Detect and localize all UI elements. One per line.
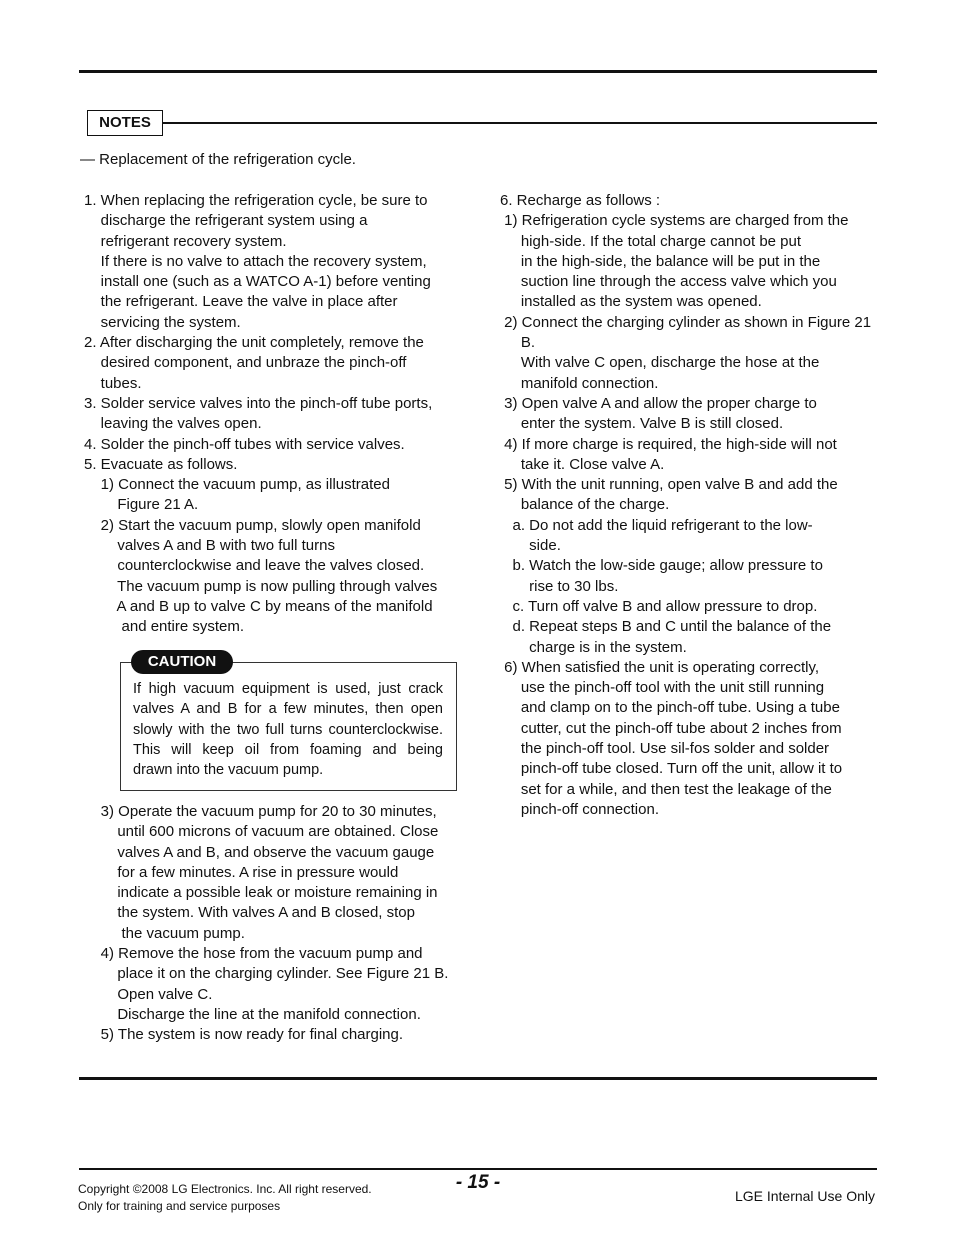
text-line: If high vacuum equipment is used, just crack [133, 681, 443, 697]
bottom-rule [79, 1077, 877, 1080]
text-line: 3) Operate the vacuum pump for 20 to 30 minutes, [84, 803, 437, 820]
text-line: Figure 21 A. [84, 496, 199, 514]
text-line: until 600 microns of vacuum are obtained. Close [84, 823, 439, 841]
top-rule [79, 70, 877, 73]
text-line: for a few minutes. A rise in pressure would [84, 863, 399, 881]
text-line: 5) The system is now ready for final charging. [84, 1026, 404, 1044]
caution-label: CAUTION [131, 650, 233, 674]
text-line: counterclockwise and leave the valves closed. [84, 557, 425, 575]
text-line: refrigerant recovery system. [84, 232, 287, 250]
text-line: tubes. [84, 374, 142, 392]
text-line: charge is in the system. [500, 638, 687, 656]
text-line: place it on the charging cylinder. See Figure 21 B. [84, 965, 449, 983]
text-line: b. Watch the low-side gauge; allow pressure to [500, 557, 823, 575]
text-line: servicing the system. [84, 313, 241, 331]
internal-use-label: LGE Internal Use Only [734, 1188, 875, 1204]
text-line: indicate a possible leak or moisture remaining in [84, 884, 438, 902]
text-line: The vacuum pump is now pulling through valves [84, 577, 438, 595]
text-line: rise to 30 lbs. [500, 577, 619, 595]
text-line: B. [500, 334, 536, 352]
text-line: desired component, and unbraze the pinch-off [84, 354, 407, 372]
intro-text: — Replacement of the refrigeration cycle. [80, 151, 356, 168]
text-line: and clamp on to the pinch-off tube. Using a tube [500, 699, 840, 717]
copyright-line-2: Only for training and service purposes [78, 1199, 281, 1213]
copyright [78, 1181, 372, 1215]
text-line: valves A and B with two full turns [84, 537, 335, 555]
text-line: pinch-off tube closed. Turn off the unit, allow it to [500, 760, 843, 778]
text-line: With valve C open, discharge the hose at the [500, 354, 820, 372]
text-line: 3) Open valve A and allow the proper charge to [500, 394, 817, 412]
text-line: 5. Evacuate as follows. [84, 455, 238, 473]
text-line: 6. Recharge as follows : [500, 192, 661, 209]
text-line: This will keep oil from foaming and being [133, 741, 443, 758]
text-line: leaving the valves open. [84, 415, 262, 433]
copyright-line-1: Copyright ©2008 LG Electronics. Inc. All right reserved. [78, 1182, 372, 1196]
text-line: high-side. If the total charge cannot be put [500, 232, 802, 250]
caution-text [133, 679, 443, 780]
text-line: a. Do not add the liquid refrigerant to the low- [500, 516, 813, 534]
right-column [500, 191, 880, 820]
text-line: use the pinch-off tool with the unit still running [500, 679, 825, 697]
text-line: Discharge the line at the manifold connection. [84, 1005, 421, 1023]
text-line: cutter, cut the pinch-off tube about 2 inches from [500, 719, 842, 737]
text-line: 2) Connect the charging cylinder as shown in Figure 21 [500, 313, 872, 331]
text-line: drawn into the vacuum pump. [133, 762, 324, 779]
text-line: balance of the charge. [500, 496, 670, 514]
text-line: 5) With the unit running, open valve B and add the [500, 476, 838, 494]
text-line: suction line through the access valve which you [500, 273, 837, 291]
notes-rule [163, 122, 877, 124]
text-line: the pinch-off tool. Use sil-fos solder and solder [500, 740, 830, 758]
text-line: manifold connection. [500, 374, 659, 392]
text-line: install one (such as a WATCO A-1) before venting [84, 273, 431, 291]
text-line: 2) Start the vacuum pump, slowly open manifold [84, 516, 421, 534]
text-line: valves A and B for a few minutes, then open [133, 701, 443, 718]
text-line: d. Repeat steps B and C until the balance of the [500, 618, 832, 636]
text-line: take it. Close valve A. [500, 455, 665, 473]
text-line: enter the system. Valve B is still closed. [500, 415, 784, 433]
text-line: valves A and B, and observe the vacuum gauge [84, 843, 435, 861]
page-number: - 15 - [455, 1172, 501, 1193]
text-line: 6) When satisfied the unit is operating correctly, [500, 658, 820, 676]
footer-rule [79, 1168, 877, 1170]
text-line: and entire system. [84, 618, 245, 636]
text-line: the system. With valves A and B closed, stop [84, 904, 415, 922]
text-line: 4) If more charge is required, the high-side will not [500, 435, 837, 453]
text-line: slowly with the two full turns counterclockwise. [133, 721, 443, 738]
text-line: 1) Connect the vacuum pump, as illustrated [84, 476, 390, 494]
text-line: set for a while, and then test the leakage of the [500, 780, 832, 798]
text-line: installed as the system was opened. [500, 293, 762, 311]
text-line: 4. Solder the pinch-off tubes with service valves. [84, 435, 405, 453]
left-column [84, 191, 464, 638]
text-line: in the high-side, the balance will be put in the [500, 252, 821, 270]
text-line: 3. Solder service valves into the pinch-off tube ports, [84, 394, 433, 412]
text-line: If there is no valve to attach the recovery system, [84, 252, 427, 270]
text-line: 4) Remove the hose from the vacuum pump and [84, 945, 423, 963]
text-line: c. Turn off valve B and allow pressure to drop. [500, 597, 818, 615]
text-line: 2. After discharging the unit completely, remove the [84, 334, 424, 352]
text-line: 1. When replacing the refrigeration cycle, be sure to [84, 192, 428, 209]
left-column-continued [84, 802, 464, 1046]
notes-label: NOTES [87, 110, 163, 136]
text-line: A and B up to valve C by means of the manifold [84, 597, 433, 615]
text-line: pinch-off connection. [500, 800, 659, 818]
text-line: the refrigerant. Leave the valve in place after [84, 293, 398, 311]
text-line: discharge the refrigerant system using a [84, 212, 368, 230]
text-line: 1) Refrigeration cycle systems are charged from the [500, 212, 849, 230]
text-line: the vacuum pump. [84, 924, 245, 942]
text-line: side. [500, 537, 561, 555]
text-line: Open valve C. [84, 985, 213, 1003]
